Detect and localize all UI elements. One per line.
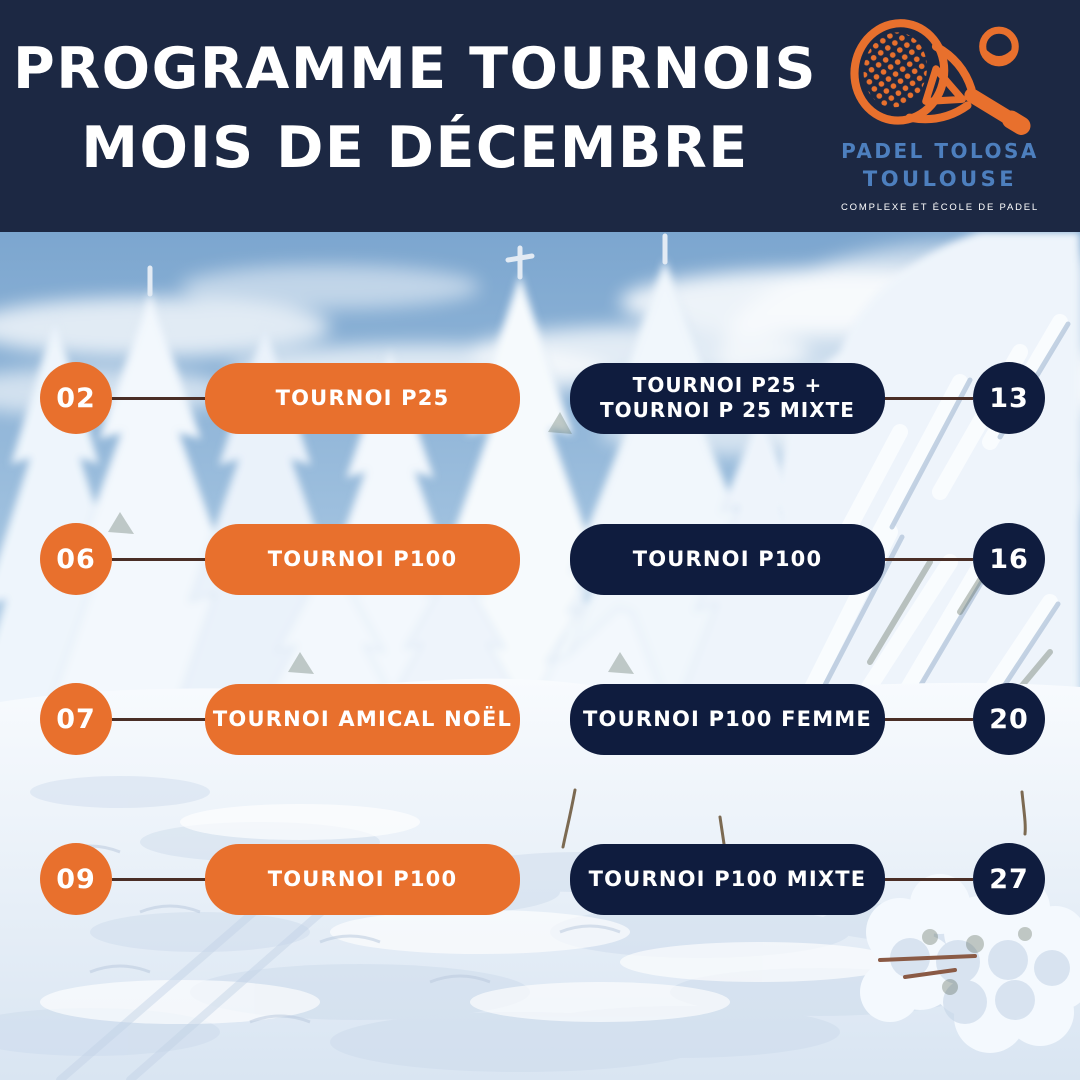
club-logo [818, 16, 1062, 213]
date-circle: 06 [40, 523, 112, 595]
schedule-row-left-1 [40, 362, 520, 434]
event-pill [205, 684, 520, 755]
event-label: TOURNOI P100 [632, 547, 823, 571]
event-label: TOURNOI P25 [275, 386, 450, 410]
connector-line [112, 397, 205, 400]
poster-title [10, 30, 820, 188]
date-circle: 13 [973, 362, 1045, 434]
club-name-line1: PADEL TOLOSA [841, 139, 1039, 163]
schedule-row-right-4 [570, 843, 1045, 915]
connector-line [112, 558, 205, 561]
date-circle: 16 [973, 523, 1045, 595]
event-pill [205, 524, 520, 595]
date-circle: 27 [973, 843, 1045, 915]
schedule-row-left-4 [40, 843, 520, 915]
event-pill [570, 684, 885, 755]
poster-title-line2: MOIS DE DÉCEMBRE [81, 115, 749, 181]
date-circle: 09 [40, 843, 112, 915]
event-pill [570, 844, 885, 915]
event-label: TOURNOI P100 [267, 547, 458, 571]
date-circle: 02 [40, 362, 112, 434]
date-circle: 20 [973, 683, 1045, 755]
poster-title-line1: PROGRAMME TOURNOIS [12, 36, 818, 102]
event-pill [570, 363, 885, 434]
event-pill [205, 844, 520, 915]
padel-racket-ball-icon [838, 16, 1042, 138]
connector-line [885, 397, 973, 400]
club-name-line2: TOULOUSE [862, 167, 1018, 191]
event-label: TOURNOI P100 [267, 867, 458, 891]
schedule-row-right-1 [570, 362, 1045, 434]
winter-photo-background [0, 232, 1080, 1080]
connector-line [885, 878, 973, 881]
club-tagline: COMPLEXE ET ÉCOLE DE PADEL [841, 202, 1039, 213]
date-circle: 07 [40, 683, 112, 755]
event-pill [205, 363, 520, 434]
connector-line [885, 558, 973, 561]
event-pill [570, 524, 885, 595]
schedule-row-left-3 [40, 683, 520, 755]
connector-line [885, 718, 973, 721]
event-label-line1: TOURNOI P25 + [632, 373, 823, 397]
connector-line [112, 878, 205, 881]
schedule-row-right-3 [570, 683, 1045, 755]
connector-line [112, 718, 205, 721]
schedule-row-left-2 [40, 523, 520, 595]
event-label: TOURNOI P100 MIXTE [588, 867, 867, 891]
event-label-line2: TOURNOI P 25 MIXTE [600, 398, 855, 422]
event-label: TOURNOI P100 FEMME [583, 707, 872, 731]
schedule-row-right-2 [570, 523, 1045, 595]
event-label: TOURNOI AMICAL NOËL [212, 707, 513, 731]
header-band [0, 0, 1080, 232]
